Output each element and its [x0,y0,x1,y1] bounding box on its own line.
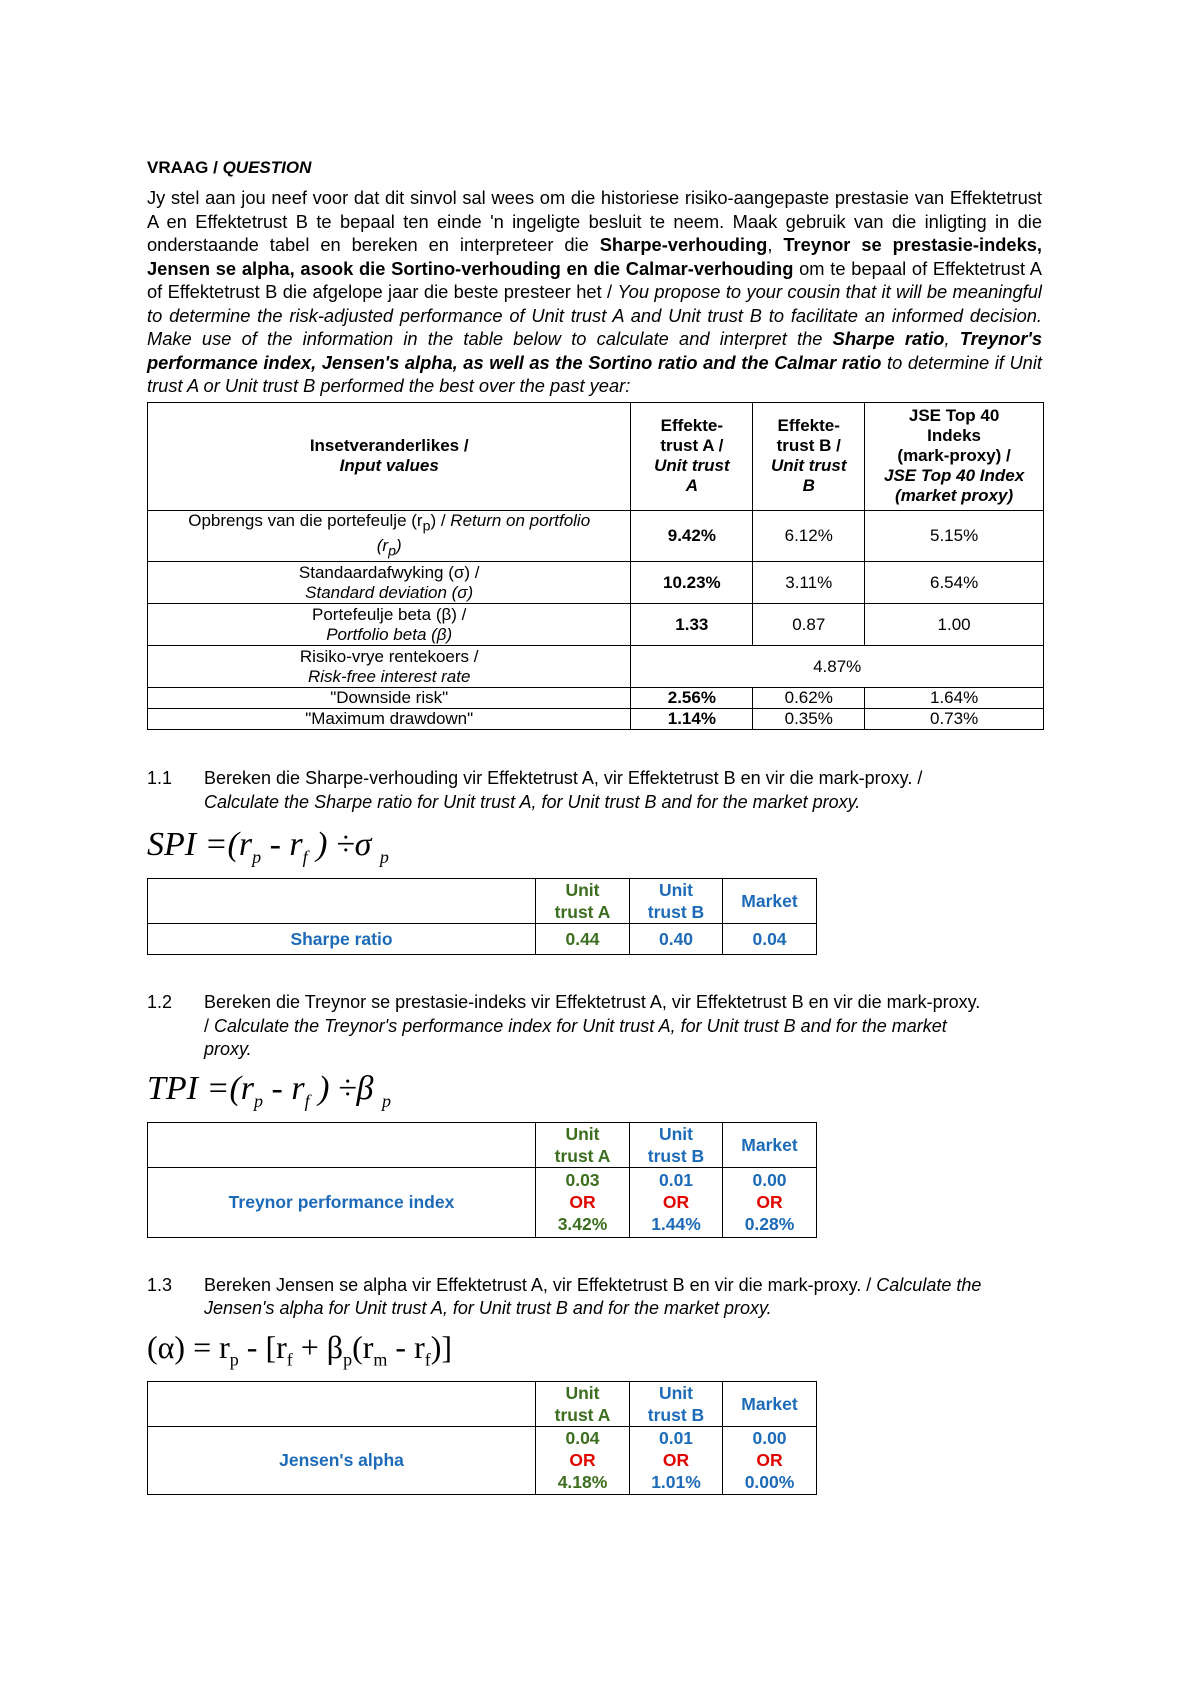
header-text: B [802,476,815,495]
header-text: Unit trust [770,456,847,475]
result-label: Sharpe ratio [148,924,536,955]
result-row [148,1167,817,1237]
row-label: "Maximum drawdown" [148,709,631,730]
cell-unit-trust-a: 1.14% [631,709,753,730]
header-unit-trust-b [753,402,865,510]
header-text: Unit trust [654,456,730,475]
header-unit-trust-b [630,1381,723,1426]
empty-header [148,879,536,924]
question-heading [147,158,1042,178]
label-italic: (r [376,535,389,555]
empty-header [148,1122,536,1167]
question-1-1 [147,767,1042,814]
header-text: Unit [565,880,600,901]
result-percent: 1.01% [651,1472,701,1493]
formula-lhs: TPI [147,1069,198,1107]
header-text: Input values [339,456,439,475]
table-header-row [148,402,1044,510]
result-percent: 3.42% [557,1214,608,1235]
label-italic: Standard deviation (σ) [305,582,474,602]
header-text: Unit [658,1382,694,1403]
question-text [204,1274,987,1321]
or-label: OR [569,1450,596,1471]
header-unit-trust-a [631,402,753,510]
header-text: trust A / [660,436,724,455]
question-text [204,991,987,1062]
label-italic: Risk-free interest rate [307,666,471,686]
or-label: OR [756,1192,783,1213]
cell-unit-trust-b: 0.35% [753,709,865,730]
sharpe-ratio-table [147,878,817,955]
label-sub: p [388,543,396,560]
table-row-std-dev [148,562,1044,604]
cell-risk-free-rate: 4.87% [631,646,1044,688]
result-row [148,1426,817,1494]
question-text [204,767,987,814]
row-label [148,562,631,604]
header-text: JSE Top 40 Index [884,466,1025,485]
header-text: trust A [554,1404,611,1425]
row-label: "Downside risk" [148,688,631,709]
intro-bold-italic: Treynor's performance index, Jensen's alpha, as well as the Sortino ratio and the Calmar ratio [147,328,1042,373]
header-unit-trust-a [536,879,630,924]
label-text: Risiko-vrye rentekoers / [299,646,479,666]
question-text-italic: Calculate the Jensen's alpha for Unit trust A, for Unit trust B and for the market proxy. [204,1274,982,1319]
intro-bold: Treynor se prestasie-indeks, Jensen se alpha, asook die Sortino-verhouding en die Calmar-verhouding [147,234,1042,279]
heading-separator: / [208,158,223,177]
result-unit-trust-b [630,1167,723,1237]
header-text: trust A [554,1145,611,1166]
header-text: trust B [647,1404,705,1425]
result-unit-trust-a: 0.44 [536,924,630,955]
sharpe-formula: SPI $=(r_p - r_f$ ) ÷σ $_p$ [147,826,389,868]
formula-lhs: SPI [147,826,197,864]
header-text: (mark-proxy) / [897,446,1011,465]
result-market [723,1167,817,1237]
question-1-3 [147,1274,1042,1321]
intro-text: om te bepaal of Effektetrust A of Effektetrust B die afgelope jaar die beste presteer het / [147,257,1042,302]
result-percent: 0.28% [744,1214,795,1235]
header-market: Market [723,1381,817,1426]
treynor-formula: TPI $=(r_p - r_f$ ) ÷β $_p$ [147,1069,391,1111]
intro-text: , [767,234,784,255]
header-text: Insetveranderlikes / [309,436,469,455]
cell-market: 1.00 [865,604,1044,646]
cell-unit-trust-b: 0.87 [753,604,865,646]
question-text-italic: Calculate the Sharpe ratio for Unit trust A, for Unit trust B and for the market proxy. [204,791,861,812]
header-jse-top-40 [865,402,1044,510]
cell-unit-trust-b: 6.12% [753,510,865,562]
header-text: JSE Top 40 [908,406,1000,425]
intro-paragraph [147,186,1042,398]
intro-text: Jy stel aan jou neef voor dat dit sinvol sal wees om die historiese risiko-aangepaste prestasie van Effektetrust A en Effektetrust B te bepaal ten einde 'n ingeligte besluit te neem. Maak gebruik van die inligting in die onderstaande tabel en bereken en interpreteer die [147,187,1042,255]
label-text: ) / [430,510,451,530]
result-value: 0.03 [565,1170,600,1191]
label-italic: Portfolio beta (β) [326,624,453,644]
label-text: Portefeulje beta (β) / [312,604,467,624]
cell-unit-trust-a: 1.33 [631,604,753,646]
header-unit-trust-b [630,879,723,924]
header-market: Market [723,879,817,924]
label-italic: Return on portfolio [450,510,591,530]
cell-unit-trust-a: 10.23% [631,562,753,604]
input-values-table [147,402,1044,731]
question-number: 1.2 [147,992,173,1013]
or-label: OR [756,1450,783,1471]
header-text: (market proxy) [895,486,1014,505]
intro-italic: , [944,328,960,349]
header-unit-trust-a [536,1122,630,1167]
result-label: Jensen's alpha [148,1426,536,1494]
header-text: A [685,476,698,495]
header-text: trust A [554,902,611,923]
result-unit-trust-a [536,1167,630,1237]
question-text-main: Bereken Jensen se alpha vir Effektetrust A, vir Effektetrust B en vir die mark-proxy. / [204,1274,877,1295]
result-market: 0.04 [723,924,817,955]
heading-main: VRAAG [147,158,209,177]
result-value: 0.00 [752,1170,787,1191]
label-text: Standaardafwyking (σ) / [298,562,480,582]
cell-unit-trust-a: 9.42% [631,510,753,562]
question-number: 1.3 [147,1274,173,1295]
heading-italic: QUESTION [222,158,312,177]
question-text-italic: Calculate the Treynor's performance index for Unit trust A, for Unit trust B and for the market proxy. [204,1015,947,1060]
result-market [723,1426,817,1494]
header-text: Indeks [927,426,982,445]
or-label: OR [662,1192,690,1213]
table-row-return [148,510,1044,562]
result-header-row [148,879,817,924]
header-market: Market [723,1122,817,1167]
result-value: 0.00 [752,1428,787,1449]
header-text: Unit [658,880,694,901]
intro-bold-italic: Sharpe ratio [832,328,945,349]
row-label [148,646,631,688]
label-text: Opbrengs van die portefeulje (r [188,510,423,530]
header-input-values [148,402,631,510]
table-row-max-drawdown [148,709,1044,730]
result-value: 0.04 [565,1428,600,1449]
header-text: trust B [647,902,705,923]
result-percent: 4.18% [557,1472,608,1493]
intro-italic: You propose to your cousin that it will be meaningful to determine the risk-adjusted performance of Unit trust A and Unit trust B to facilitate an informed decision. Make use of the information in the table below to calculate and interpret the [147,281,1042,349]
empty-header [148,1381,536,1426]
result-header-row [148,1381,817,1426]
treynor-index-table [147,1122,817,1238]
intro-italic: to determine if Unit trust A or Unit trust B performed the best over the past year: [147,351,1042,396]
label-italic: ) [395,535,402,555]
intro-bold: Sharpe-verhouding [599,234,768,255]
cell-unit-trust-b: 3.11% [753,562,865,604]
header-text: Effekte- [660,416,724,435]
question-text-main: Bereken die Sharpe-verhouding vir Effektetrust A, vir Effektetrust B en vir die mark-proxy. / [204,768,923,789]
header-unit-trust-a [536,1381,630,1426]
label-sub: p [422,517,431,534]
result-unit-trust-b [630,1426,723,1494]
header-text: Unit [658,1123,694,1144]
result-value: 0.01 [658,1428,694,1449]
or-label: OR [662,1450,690,1471]
jensens-alpha-table [147,1381,817,1495]
result-row [148,924,817,955]
result-label: Treynor performance index [148,1167,536,1237]
header-unit-trust-b [630,1122,723,1167]
row-label [148,604,631,646]
question-1-2 [147,991,1042,1062]
header-text: trust B / [776,436,841,455]
question-number: 1.1 [147,768,173,789]
result-percent: 0.00% [744,1472,795,1493]
result-percent: 1.44% [651,1214,701,1235]
header-text: Unit [565,1123,600,1144]
header-text: Effekte- [777,416,840,435]
cell-market: 5.15% [865,510,1044,562]
header-text: Unit [565,1382,600,1403]
header-text: trust B [647,1145,705,1166]
table-row-downside-risk [148,688,1044,709]
result-unit-trust-b: 0.40 [630,924,723,955]
jensen-formula: $(\alpha) = r_p - [r_f + \beta_p(r_m - r_f)]$ [147,1328,453,1370]
table-row-risk-free [148,646,1044,688]
cell-market: 1.64% [865,688,1044,709]
result-unit-trust-a [536,1426,630,1494]
question-text-main: Bereken die Treynor se prestasie-indeks vir Effektetrust A, vir Effektetrust B en vir die mark-proxy. / [204,992,981,1036]
or-label: OR [569,1192,596,1213]
result-header-row [148,1122,817,1167]
result-value: 0.01 [658,1170,694,1191]
cell-unit-trust-b: 0.62% [753,688,865,709]
table-row-beta [148,604,1044,646]
cell-market: 0.73% [865,709,1044,730]
document-page [147,158,1042,1495]
row-label [148,510,631,562]
cell-market: 6.54% [865,562,1044,604]
cell-unit-trust-a: 2.56% [631,688,753,709]
